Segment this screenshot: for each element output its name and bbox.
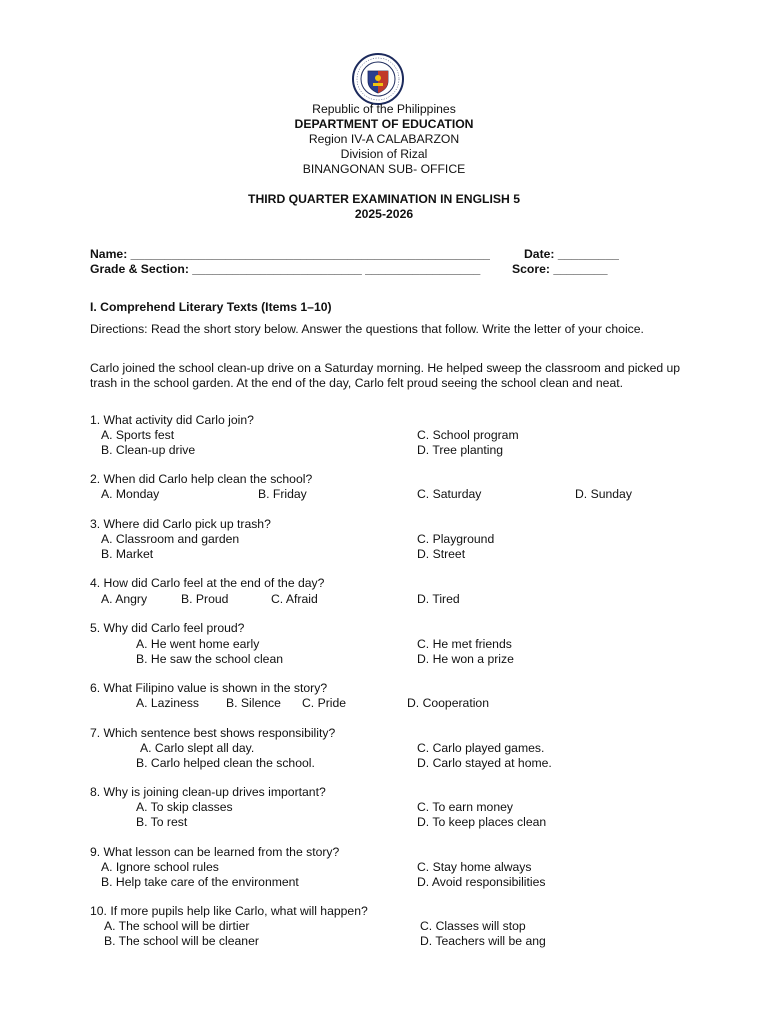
q6-option-c[interactable]: C. Pride — [302, 696, 347, 710]
exam-title: THIRD QUARTER EXAMINATION IN ENGLISH 5 — [248, 192, 520, 206]
q4-option-b[interactable]: B. Proud — [181, 592, 229, 606]
question-6: 6. What Filipino value is shown in the story? — [90, 681, 328, 695]
q7-option-c[interactable]: C. Carlo played games. — [417, 741, 545, 755]
score-line: ________ — [553, 262, 608, 276]
question-8: 8. Why is joining clean-up drives important? — [90, 785, 326, 799]
q1-option-b[interactable]: B. Clean-up drive — [101, 443, 196, 457]
region-line: Region IV-A CALABARZON — [308, 132, 460, 146]
score-label: Score: — [512, 262, 550, 276]
q3-option-a[interactable]: A. Classroom and garden — [101, 532, 240, 546]
name-line: _____________________________________________________ — [130, 247, 490, 261]
q1-option-d[interactable]: D. Tree planting — [417, 443, 504, 457]
q4-option-d[interactable]: D. Tired — [417, 592, 460, 606]
q6-option-d[interactable]: D. Cooperation — [407, 696, 489, 710]
q4-option-a[interactable]: A. Angry — [101, 592, 148, 606]
q7-option-a[interactable]: A. Carlo slept all day. — [140, 741, 255, 755]
story-paragraph: Carlo joined the school clean-up drive on a Saturday morning. He helped sweep the classroom and picked up trash in the school garden. At the end of the day, Carlo felt proud seeing the school clean and neat. — [90, 361, 681, 390]
republic-line: Republic of the Philippines — [312, 102, 456, 116]
q5-option-d[interactable]: D. He won a prize — [417, 652, 514, 666]
q9-option-d[interactable]: D. Avoid responsibilities — [417, 875, 546, 889]
section-heading: I. Comprehend Literary Texts (Items 1–10) — [90, 300, 332, 314]
q3-option-b[interactable]: B. Market — [101, 547, 154, 561]
question-7: 7. Which sentence best shows responsibility? — [90, 726, 336, 740]
question-3: 3. Where did Carlo pick up trash? — [90, 517, 271, 531]
date-line: _________ — [557, 247, 619, 261]
q9-option-b[interactable]: B. Help take care of the environment — [101, 875, 299, 889]
q2-option-d[interactable]: D. Sunday — [575, 487, 632, 501]
score-field[interactable] — [512, 262, 608, 277]
question-5: 5. Why did Carlo feel proud? — [90, 621, 245, 635]
q7-option-b[interactable]: B. Carlo helped clean the school. — [136, 756, 315, 770]
q2-option-a[interactable]: A. Monday — [101, 487, 160, 501]
q2-option-c[interactable]: C. Saturday — [417, 487, 482, 501]
q10-option-b[interactable]: B. The school will be cleaner — [104, 934, 259, 948]
q8-option-d[interactable]: D. To keep places clean — [417, 815, 547, 829]
q8-option-c[interactable]: C. To earn money — [417, 800, 513, 814]
question-9: 9. What lesson can be learned from the story? — [90, 845, 340, 859]
question-2: 2. When did Carlo help clean the school? — [90, 472, 313, 486]
school-year: 2025-2026 — [354, 207, 414, 221]
grade-line-2: _________________ — [365, 262, 481, 276]
date-field[interactable] — [524, 247, 619, 262]
q8-option-a[interactable]: A. To skip classes — [136, 800, 233, 814]
deped-seal-icon — [346, 53, 410, 105]
q5-option-b[interactable]: B. He saw the school clean — [136, 652, 284, 666]
q1-option-a[interactable]: A. Sports fest — [101, 428, 175, 442]
grade-section-label: Grade & Section: — [90, 262, 189, 276]
q3-option-c[interactable]: C. Playground — [417, 532, 495, 546]
q1-option-c[interactable]: C. School program — [417, 428, 519, 442]
name-label: Name: — [90, 247, 128, 261]
q2-option-b[interactable]: B. Friday — [258, 487, 307, 501]
q9-option-c[interactable]: C. Stay home always — [417, 860, 532, 874]
question-1: 1. What activity did Carlo join? — [90, 413, 254, 427]
grade-line-1: _________________________ — [192, 262, 362, 276]
name-field[interactable] — [90, 247, 490, 262]
question-10: 10. If more pupils help like Carlo, what will happen? — [90, 904, 368, 918]
q3-option-d[interactable]: D. Street — [417, 547, 466, 561]
directions: Directions: Read the short story below. Answer the questions that follow. Write the letter of your choice. — [90, 322, 644, 336]
office-line: BINANGONAN SUB- OFFICE — [302, 162, 466, 176]
q6-option-a[interactable]: A. Laziness — [136, 696, 200, 710]
date-label: Date: — [524, 247, 555, 261]
q10-option-d[interactable]: D. Teachers will be ang — [420, 934, 546, 948]
question-4: 4. How did Carlo feel at the end of the day? — [90, 576, 325, 590]
q8-option-b[interactable]: B. To rest — [136, 815, 188, 829]
grade-section-field[interactable] — [90, 262, 480, 277]
q5-option-c[interactable]: C. He met friends — [417, 637, 512, 651]
q9-option-a[interactable]: A. Ignore school rules — [101, 860, 219, 874]
division-line: Division of Rizal — [340, 147, 428, 161]
q4-option-c[interactable]: C. Afraid — [271, 592, 318, 606]
q6-option-b[interactable]: B. Silence — [226, 696, 281, 710]
q7-option-d[interactable]: D. Carlo stayed at home. — [417, 756, 552, 770]
q10-option-c[interactable]: C. Classes will stop — [420, 919, 526, 933]
department-line: DEPARTMENT OF EDUCATION — [294, 117, 474, 131]
q5-option-a[interactable]: A. He went home early — [136, 637, 260, 651]
q10-option-a[interactable]: A. The school will be dirtier — [104, 919, 250, 933]
